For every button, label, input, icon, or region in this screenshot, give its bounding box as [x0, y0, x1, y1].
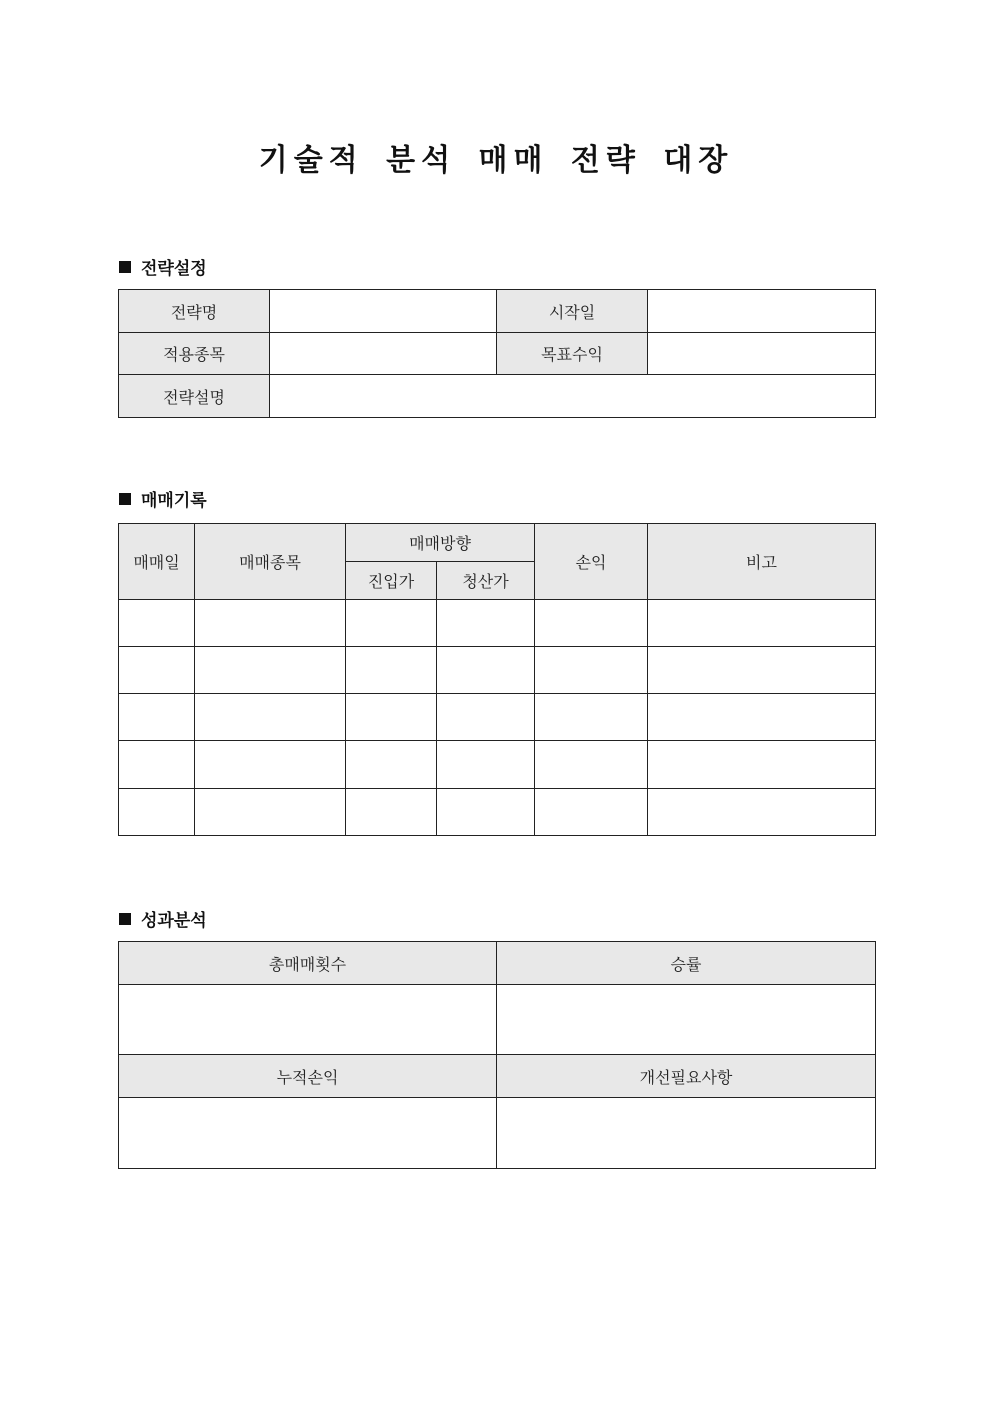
strategy-table: [118, 289, 876, 418]
trade-date-cell[interactable]: [119, 741, 195, 789]
trade-note-cell[interactable]: [648, 789, 876, 836]
start-date-field[interactable]: [648, 290, 876, 333]
performance-table: [118, 941, 876, 1169]
trade-entry-cell[interactable]: [346, 647, 437, 694]
col-note-header: 비고: [648, 524, 876, 600]
bullet-square-icon: [119, 493, 131, 505]
trade-pnl-cell[interactable]: [535, 789, 648, 836]
trade-item-cell[interactable]: [195, 600, 346, 647]
trade-pnl-cell[interactable]: [535, 694, 648, 741]
trade-exit-cell[interactable]: [437, 694, 535, 741]
table-row: [119, 789, 876, 836]
target-item-label: 적용종목: [119, 333, 270, 375]
win-rate-field[interactable]: [497, 985, 876, 1055]
section-performance-heading: [119, 906, 207, 931]
bullet-square-icon: [119, 261, 131, 273]
total-trades-field[interactable]: [119, 985, 497, 1055]
trade-entry-cell[interactable]: [346, 600, 437, 647]
trade-entry-cell[interactable]: [346, 789, 437, 836]
cumulative-pnl-field[interactable]: [119, 1098, 497, 1169]
trade-exit-cell[interactable]: [437, 600, 535, 647]
table-row: [119, 741, 876, 789]
trade-pnl-cell[interactable]: [535, 647, 648, 694]
target-item-field[interactable]: [270, 333, 497, 375]
section-trades-label: 매매기록: [141, 491, 207, 511]
win-rate-label: 승률: [497, 942, 876, 985]
section-trades-heading: [119, 486, 207, 511]
cumulative-pnl-label: 누적손익: [119, 1055, 497, 1098]
strategy-desc-label: 전략설명: [119, 375, 270, 418]
section-strategy-heading: [119, 254, 207, 279]
page-title: 기술적 분석 매매 전략 대장: [258, 143, 734, 178]
goal-return-label: 목표수익: [497, 333, 648, 375]
trade-date-cell[interactable]: [119, 789, 195, 836]
trade-date-cell[interactable]: [119, 647, 195, 694]
trade-note-cell[interactable]: [648, 647, 876, 694]
trade-entry-cell[interactable]: [346, 694, 437, 741]
goal-return-field[interactable]: [648, 333, 876, 375]
trade-note-cell[interactable]: [648, 600, 876, 647]
table-row: [119, 694, 876, 741]
strategy-name-field[interactable]: [270, 290, 497, 333]
col-exit-header: 청산가: [437, 562, 535, 600]
table-row: [119, 600, 876, 647]
col-pnl-header: 손익: [535, 524, 648, 600]
improvements-field[interactable]: [497, 1098, 876, 1169]
col-date-header: 매매일: [119, 524, 195, 600]
strategy-name-label: 전략명: [119, 290, 270, 333]
trade-note-cell[interactable]: [648, 694, 876, 741]
trade-exit-cell[interactable]: [437, 741, 535, 789]
col-entry-header: 진입가: [346, 562, 437, 600]
section-performance-label: 성과분석: [141, 911, 207, 931]
trade-exit-cell[interactable]: [437, 647, 535, 694]
trade-pnl-cell[interactable]: [535, 600, 648, 647]
trade-date-cell[interactable]: [119, 600, 195, 647]
table-row: [119, 647, 876, 694]
bullet-square-icon: [119, 913, 131, 925]
trade-item-cell[interactable]: [195, 741, 346, 789]
trade-entry-cell[interactable]: [346, 741, 437, 789]
col-direction-header: 매매방향: [346, 524, 535, 562]
trade-exit-cell[interactable]: [437, 789, 535, 836]
trade-note-cell[interactable]: [648, 741, 876, 789]
improvements-label: 개선필요사항: [497, 1055, 876, 1098]
trade-item-cell[interactable]: [195, 694, 346, 741]
trade-item-cell[interactable]: [195, 647, 346, 694]
total-trades-label: 총매매횟수: [119, 942, 497, 985]
section-strategy-label: 전략설정: [141, 259, 207, 279]
col-item-header: 매매종목: [195, 524, 346, 600]
trades-table: [118, 523, 876, 836]
trade-pnl-cell[interactable]: [535, 741, 648, 789]
strategy-desc-field[interactable]: [270, 375, 876, 418]
trade-item-cell[interactable]: [195, 789, 346, 836]
trade-date-cell[interactable]: [119, 694, 195, 741]
start-date-label: 시작일: [497, 290, 648, 333]
